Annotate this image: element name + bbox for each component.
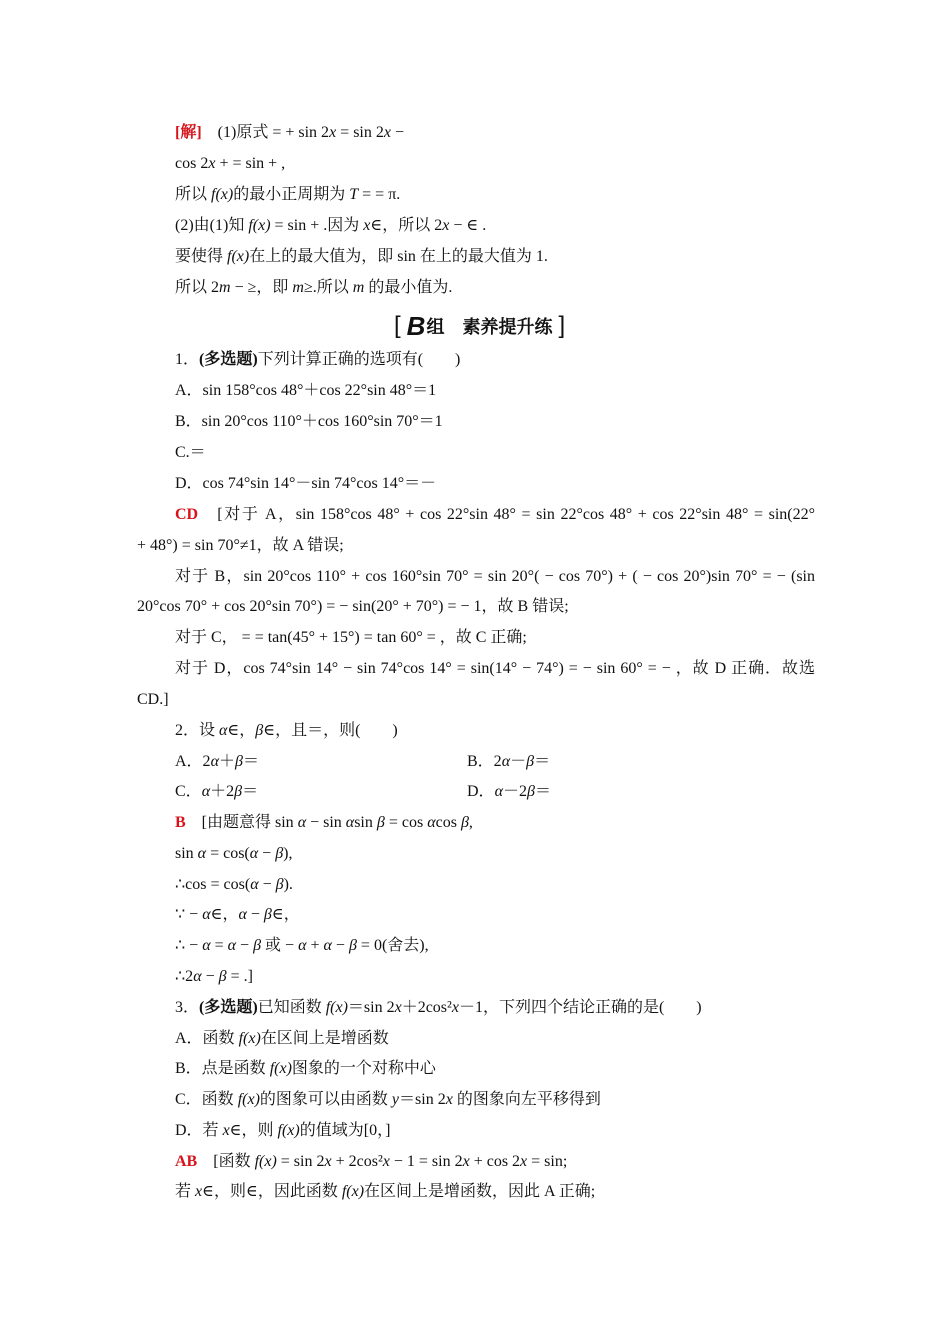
text-run: 的最小值为. [364,279,453,296]
question-3-option-d [175,1120,390,1142]
text-run: 对于 C， = = tan(45° + 15°) = tan 60° = ，故 C 正确; [175,629,527,646]
math-variable: f(x) [211,186,234,203]
math-variable: α [201,783,211,800]
text-run: 对于 B，sin 20°cos 110° + cos 160°sin 70° = sin 20°( − cos 70°) + ( − cos 20°)sin 70° = − (sin [175,568,815,585]
text-run: − ≥，即 [230,279,293,296]
text-run: − [201,968,219,985]
math-variable: β [348,937,357,954]
question-1-option-a [175,380,436,402]
text-run: − 1 = sin 2 [389,1153,463,1170]
text-run: 的最小正周期为 [233,186,350,203]
math-variable: x [195,1183,203,1200]
math-variable: α [298,937,307,954]
text-run: cos 2 [175,155,209,172]
math-variable: x [462,1153,470,1170]
math-variable: x [329,124,337,141]
question-2-answer-line [175,812,473,834]
text-run: － [510,753,527,770]
question-2-option-a [175,751,259,773]
question-3-answer-line [175,1151,567,1173]
question-type-tag: (多选题) [199,999,258,1016]
text-run: ＋2cos² [401,999,452,1016]
text-run: = cos [384,814,428,831]
question-1-option-c [175,442,206,464]
text-run: B．点是函数 [175,1060,270,1077]
text-run: [由题意得 sin [185,814,298,831]
math-variable: x [445,1091,453,1108]
text-run: ＝ [242,753,259,770]
text-run: = .] [226,968,253,985]
text-run: C．函数 [175,1091,238,1108]
text-run: 下列计算正确的选项有( ) [257,351,461,368]
math-variable: β [234,753,243,770]
math-variable: α [202,906,211,923]
text-run: (2)由(1)知 [175,217,249,234]
question-1-answer-line [137,535,344,557]
text-run: sin [175,845,198,862]
math-variable: α [345,814,355,831]
text-run: + = sin + , [215,155,286,172]
text-run: ∴ − [175,937,203,954]
text-run: ∈， [227,722,256,739]
question-2-stem [175,720,398,742]
text-run: ∴2 [175,968,194,985]
header-close-bracket: ] [558,312,566,339]
math-variable: α [494,783,503,800]
math-variable: α [219,722,228,739]
text-run: ∈，且＝，则( ) [263,722,398,739]
text-run: 若 [175,1183,196,1200]
text-run: ), [283,845,293,862]
text-run: ＝ [534,783,551,800]
math-variable: α [250,876,259,893]
text-run: 1． [175,351,200,368]
text-run: = sin 2 [336,124,384,141]
text-run: = sin + .因为 [270,217,364,234]
question-1-stem [175,349,460,371]
text-run: 20°cos 70° + cos 20°sin 70°) = − sin(20° + 70°) = − 1，故 B 错误; [137,598,569,615]
question-3-option-b [175,1058,436,1080]
math-variable: β [253,937,262,954]
question-1-answer-line [137,689,169,711]
solution-line [175,277,452,299]
solution-line [175,215,486,237]
text-run: = sin 2 [276,1153,325,1170]
text-run: －1，下列四个结论正确的是( ) [458,999,702,1016]
solution-line [175,184,400,206]
header-group-label: 组 [426,317,445,337]
answer-label: AB [175,1153,198,1170]
question-3-answer-line [175,1181,595,1203]
answer-label: B [175,814,186,831]
text-run: 在区间上是增函数，因此 A 正确; [364,1183,596,1200]
text-run: ＝ [534,753,551,770]
math-variable: α [210,753,219,770]
math-variable: β [526,753,535,770]
text-run: ＋2 [210,783,235,800]
text-run: D． [467,783,495,800]
text-run: + 2cos² [331,1153,383,1170]
section-header [394,312,565,340]
math-variable: α [501,753,511,770]
text-run: ). [283,876,293,893]
answer-label: [解] [175,124,202,141]
text-run: (1)原式 = + sin 2 [201,124,330,141]
text-run: B．sin 20°cos 110°＋cos 160°sin 70°＝1 [175,413,443,430]
math-variable: f(x) [341,1183,365,1200]
text-run: A．sin 158°cos 48°＋cos 22°sin 48°＝1 [175,382,437,399]
solution-line [175,153,285,175]
text-run: 或 − [261,937,299,954]
math-variable: α [202,937,211,954]
text-run: 所以 2 [175,279,220,296]
question-1-answer-line [175,566,815,588]
text-run: 要使得 [175,248,228,265]
question-3-stem [175,997,702,1019]
text-run: − [258,845,276,862]
math-variable: f(x) [227,248,250,265]
text-run: 对于 D，cos 74°sin 14° − sin 74°cos 14° = sin(14° − 74°) = − sin 60° = − ，故 D 正确．故选 [175,660,815,677]
math-variable: x [324,1153,332,1170]
question-2-option-c [175,781,258,803]
question-1-answer-line [137,596,569,618]
text-run: 3． [175,999,200,1016]
question-2-answer-line [175,966,253,988]
math-variable: β [234,783,243,800]
text-run: ＝sin 2 [347,999,395,1016]
math-variable: α [193,968,202,985]
math-variable: f(x) [269,1060,292,1077]
question-3-option-a [175,1028,389,1050]
text-run: ∈， [210,906,239,923]
text-run: CD.] [137,691,169,708]
text-run: 2．设 [175,722,220,739]
text-run: C.＝ [175,444,206,461]
text-run: ＝sin 2 [399,1091,446,1108]
math-variable: β [275,876,284,893]
text-run: [函数 [197,1153,255,1170]
math-variable: x [222,1122,230,1139]
math-variable: x [451,999,459,1016]
text-run: = = π. [358,186,401,203]
question-2-answer-line [175,935,429,957]
math-variable: x [363,217,371,234]
math-variable: α [249,845,259,862]
text-run: ∵ − [175,906,203,923]
text-run: sin [354,814,377,831]
math-variable: f(x) [277,1122,300,1139]
text-run: cos [435,814,461,831]
text-run: ＋ [218,753,235,770]
math-variable: β [275,845,284,862]
math-variable: f(x) [325,999,348,1016]
question-1-answer-line [175,658,815,680]
text-run: − [246,906,264,923]
header-group-letter: B [406,311,425,341]
text-run: ∈，则∈，因此函数 [202,1183,342,1200]
text-run: A．函数 [175,1030,239,1047]
text-run: − [390,124,405,141]
text-run: = sin; [527,1153,568,1170]
math-variable: f(x) [254,1153,277,1170]
text-run: A．2 [175,753,211,770]
text-run: 所以 [175,186,212,203]
text-run: B．2 [467,753,502,770]
math-variable: β [526,783,535,800]
header-open-bracket: [ [394,312,401,339]
math-variable: β [218,968,227,985]
math-variable: x [520,1153,528,1170]
text-run: ∴cos = cos( [175,876,251,893]
math-variable: x [442,217,450,234]
math-variable: α [197,845,207,862]
text-run: 的图象可以由函数 [259,1091,392,1108]
math-variable: f(x) [237,1091,260,1108]
math-variable: m [219,279,231,296]
math-variable: x [382,1153,390,1170]
math-variable: T [349,186,359,203]
text-run: ＝ [242,783,259,800]
text-run: 的图象向左平移得到 [452,1091,601,1108]
text-run: D．cos 74°sin 14°－sin 74°cos 14°＝－ [175,475,437,492]
text-run: －2 [502,783,527,800]
question-2-answer-line [175,904,300,926]
text-run: ∈，所以 2 [370,217,443,234]
text-run: − [258,876,276,893]
math-variable: α [427,814,436,831]
text-run: ≥.所以 [303,279,353,296]
math-variable: f(x) [248,217,271,234]
math-variable: x [208,155,216,172]
text-run: 在上的最大值为，即 sin 在上的最大值为 1. [249,248,548,265]
text-run: − [331,937,349,954]
question-1-option-b [175,411,443,433]
math-variable: α [297,814,307,831]
math-variable: β [460,814,469,831]
question-2-option-d [467,781,551,803]
answer-label: CD [175,506,199,523]
math-variable: α [238,906,247,923]
text-run: − ∈ . [449,217,487,234]
text-run: D．若 [175,1122,223,1139]
text-run: + 48°) = sin 70°≠1，故 A 错误; [137,537,344,554]
text-run: − [236,937,254,954]
math-variable: β [255,722,264,739]
text-run: + cos 2 [469,1153,521,1170]
question-2-option-b [467,751,550,773]
text-run: 的值域为[0，] [299,1122,391,1139]
text-run: = 0(舍去), [356,937,429,954]
math-variable: m [352,279,365,296]
math-variable: f(x) [238,1030,261,1047]
question-type-tag: (多选题) [199,351,258,368]
question-2-answer-line [175,874,293,896]
text-run: , [468,814,473,831]
solution-line [175,122,404,144]
question-3-option-c [175,1089,601,1111]
text-run: = [210,937,228,954]
text-run: 在区间上是增函数 [260,1030,389,1047]
solution-line [175,246,548,268]
math-variable: y [391,1091,400,1108]
question-2-answer-line [175,843,293,865]
text-run: 图象的一个对称中心 [291,1060,436,1077]
header-title: 素养提升练 [462,317,553,337]
math-variable: m [292,279,304,296]
text-run: 已知函数 [257,999,326,1016]
question-1-answer-line [175,627,527,649]
question-1-answer-line [175,504,815,526]
text-run: = cos( [206,845,250,862]
text-run: [对于 A，sin 158°cos 48° + cos 22°sin 48° = sin 22°cos 48° + cos 22°sin 48° = sin(22° [198,506,815,523]
math-variable: x [394,999,402,1016]
text-run: C． [175,783,202,800]
math-variable: β [376,814,385,831]
math-variable: α [323,937,332,954]
math-variable: β [263,906,272,923]
text-run: − sin [306,814,346,831]
text-run: + [306,937,324,954]
text-run: ∈，则 [229,1122,278,1139]
text-run: ∈， [271,906,300,923]
math-variable: x [383,124,391,141]
question-1-option-d [175,473,436,495]
math-variable: α [227,937,237,954]
